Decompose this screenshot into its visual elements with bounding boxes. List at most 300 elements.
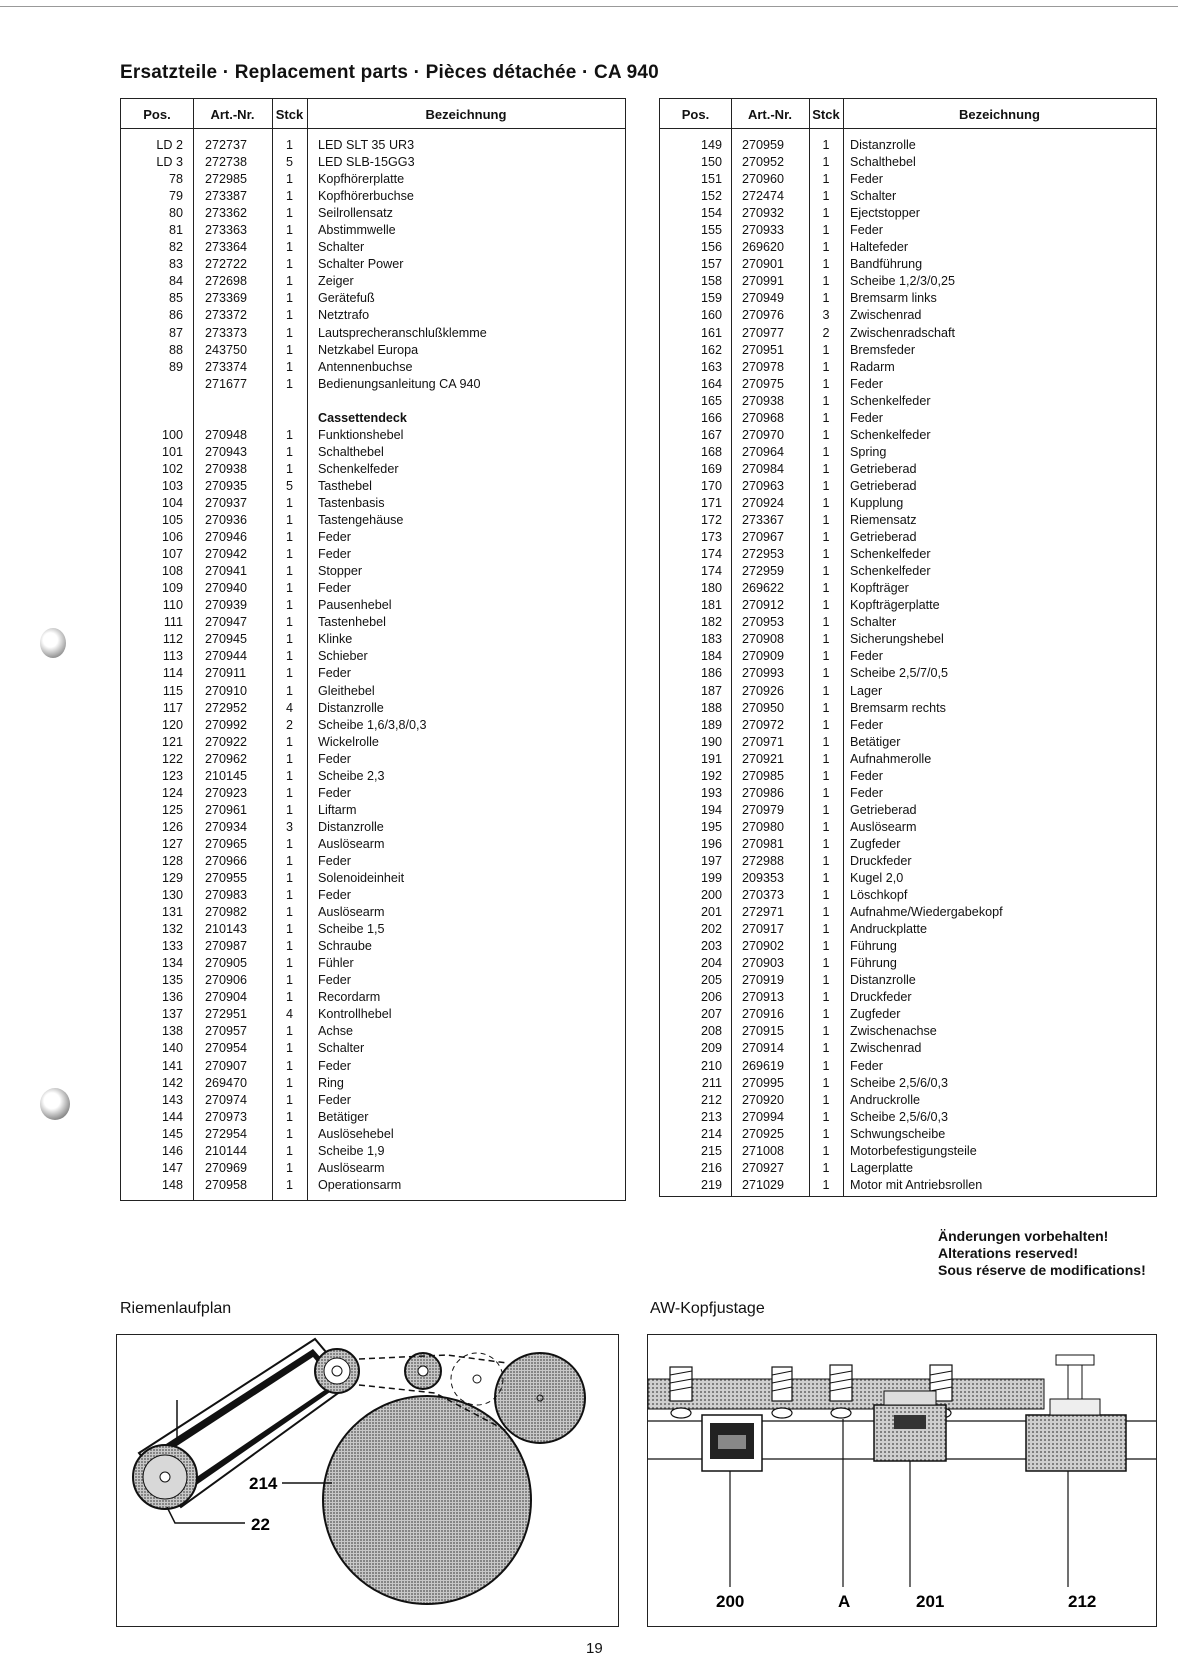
- cell-bez: Feder: [850, 172, 883, 187]
- cell-bez: Druckfeder: [850, 853, 912, 868]
- belt-figure-caption: Riemenlaufplan: [120, 1300, 232, 1317]
- cell-stk: 1: [822, 410, 830, 425]
- cell-stk: 1: [285, 632, 293, 647]
- cell-bez: Feder: [850, 649, 883, 664]
- cell-pos: 120: [161, 717, 183, 732]
- head-adjust-drawing: [648, 1335, 1156, 1626]
- table-row: [660, 461, 1156, 478]
- cell-art: 272474: [742, 189, 785, 204]
- cell-stk: 1: [822, 172, 830, 187]
- cell-art: 270939: [205, 598, 248, 613]
- cell-art: 270923: [205, 785, 248, 800]
- table-row: [121, 1040, 625, 1057]
- cell-art: 270972: [742, 717, 785, 732]
- cell-bez: Zeiger: [318, 274, 354, 289]
- cell-bez: Wickelrolle: [318, 734, 379, 749]
- cell-art: 273367: [742, 513, 785, 528]
- cell-art: 270936: [205, 513, 248, 528]
- head-figure-caption: AW-Kopfjustage: [650, 1300, 765, 1317]
- cell-art: 270994: [742, 1109, 785, 1124]
- cell-bez: Schenkelfeder: [318, 461, 399, 476]
- table-row: [121, 972, 625, 989]
- table-row: [660, 1143, 1156, 1160]
- cell-pos: 126: [161, 819, 183, 834]
- cell-bez: Führung: [850, 956, 897, 971]
- table-row: [121, 1092, 625, 1109]
- cell-stk: 1: [285, 291, 293, 306]
- cell-bez: Scheibe 1,2/3/0,25: [850, 274, 956, 289]
- cell-bez: Betätiger: [318, 1109, 369, 1124]
- cell-pos: 132: [161, 922, 183, 937]
- table-row: [121, 154, 625, 171]
- cell-stk: 1: [822, 342, 830, 357]
- table-row: [660, 938, 1156, 955]
- cell-art: 270980: [742, 819, 785, 834]
- cell-pos: 81: [168, 223, 183, 238]
- col-stk: Stck: [275, 107, 304, 122]
- cell-art: 270967: [742, 530, 785, 545]
- cell-pos: 113: [162, 649, 183, 664]
- table-row: [121, 529, 625, 546]
- parts-table-left: [120, 98, 626, 1201]
- table-row: [121, 478, 625, 495]
- cell-pos: 80: [168, 206, 183, 221]
- cell-art: 210143: [205, 922, 248, 937]
- cell-art: 270944: [205, 649, 248, 664]
- cell-stk: 1: [822, 547, 830, 562]
- table-row: [660, 870, 1156, 887]
- cell-art: 273373: [205, 325, 248, 340]
- cell-stk: 1: [285, 1126, 293, 1141]
- cell-bez: Kopfhörerplatte: [318, 172, 405, 187]
- table-row: [660, 1109, 1156, 1126]
- cell-stk: 1: [285, 1092, 293, 1107]
- page-number: 19: [586, 1640, 603, 1657]
- table-row: [660, 342, 1156, 359]
- table-row: [121, 1126, 625, 1143]
- table-row: [660, 444, 1156, 461]
- cell-pos: 133: [161, 939, 183, 954]
- cell-pos: 151: [700, 172, 722, 187]
- cell-bez: Motorbefestigungsteile: [850, 1143, 977, 1158]
- cell-pos: 191: [700, 751, 722, 766]
- cell-stk: 1: [822, 871, 830, 886]
- cell-art: 272951: [205, 1007, 248, 1022]
- cell-art: 270938: [205, 461, 248, 476]
- cell-bez: Feder: [318, 1092, 351, 1107]
- cell-bez: Distanzrolle: [318, 700, 384, 715]
- cell-stk: 1: [822, 274, 830, 289]
- table-row: [121, 648, 625, 665]
- table-row: [121, 683, 625, 700]
- cell-pos: 101: [161, 444, 183, 459]
- table-row: [660, 256, 1156, 273]
- cell-bez: Schenkelfeder: [850, 393, 931, 408]
- cell-pos: 86: [168, 308, 183, 323]
- cell-bez: Lagerplatte: [850, 1160, 914, 1175]
- notice-line: Änderungen vorbehalten!: [938, 1228, 1109, 1244]
- table-row: [121, 256, 625, 273]
- cell-bez: Tastengehäuse: [318, 513, 404, 528]
- cell-stk: 1: [822, 581, 830, 596]
- cell-bez: Getrieberad: [850, 802, 917, 817]
- cell-stk: 1: [822, 359, 830, 374]
- cell-art: 272953: [742, 547, 785, 562]
- col-pos: Pos.: [143, 107, 171, 122]
- table-row: [660, 478, 1156, 495]
- cell-art: 270950: [742, 700, 785, 715]
- cell-pos: 172: [700, 513, 722, 528]
- cell-bez: Löschkopf: [850, 888, 908, 903]
- table-row: [660, 290, 1156, 307]
- cell-bez: Auslösehebel: [318, 1126, 394, 1141]
- cell-stk: 1: [822, 802, 830, 817]
- page-title: Ersatzteile · Replacement parts · Pièces détachée · CA 940: [120, 62, 659, 83]
- cell-stk: 1: [285, 768, 293, 783]
- cell-bez: Gleithebel: [318, 683, 375, 698]
- table-row: [121, 734, 625, 751]
- cell-bez: Auslösearm: [318, 836, 385, 851]
- cell-stk: 1: [822, 1007, 830, 1022]
- cell-pos: 171: [700, 495, 722, 510]
- table-row: [121, 717, 625, 734]
- table-row: [660, 1006, 1156, 1023]
- table-row: [121, 1006, 625, 1023]
- cell-stk: 1: [285, 666, 293, 681]
- cell-pos: 145: [161, 1126, 183, 1141]
- table-row: [121, 1109, 625, 1126]
- cell-bez: Netzkabel Europa: [318, 342, 419, 357]
- cell-pos: 83: [168, 257, 183, 272]
- cell-pos: 196: [700, 836, 722, 851]
- cell-stk: 1: [822, 530, 830, 545]
- table-row: [660, 904, 1156, 921]
- table-row: [121, 836, 625, 853]
- cell-stk: 1: [285, 905, 293, 920]
- cell-art: 270991: [742, 274, 785, 289]
- cell-pos: 189: [700, 717, 722, 732]
- cell-pos: LD 3: [156, 155, 183, 170]
- cell-art: 270953: [742, 615, 785, 630]
- cell-stk: 1: [822, 1160, 830, 1175]
- cell-stk: 1: [822, 922, 830, 937]
- cell-bez: Feder: [318, 666, 351, 681]
- cell-art: 270995: [742, 1075, 785, 1090]
- cell-art: 270906: [205, 973, 248, 988]
- cell-art: 270914: [742, 1041, 785, 1056]
- cell-stk: 1: [822, 1075, 830, 1090]
- cell-stk: 1: [285, 206, 293, 221]
- cell-bez: Bedienungsanleitung CA 940: [318, 376, 481, 391]
- cell-art: 270982: [205, 905, 248, 920]
- col-stk: Stck: [812, 107, 840, 122]
- cell-art: 270963: [742, 478, 785, 493]
- cell-bez: Antennenbuchse: [318, 359, 413, 374]
- cell-stk: 1: [285, 836, 293, 851]
- cell-bez: Schraube: [318, 939, 372, 954]
- cell-bez: Schalter: [850, 189, 897, 204]
- table-row: [121, 989, 625, 1006]
- cell-stk: 1: [285, 240, 293, 255]
- cell-art: 270926: [742, 683, 785, 698]
- cell-bez: Feder: [850, 376, 883, 391]
- cell-bez: Kontrollhebel: [318, 1007, 392, 1022]
- table-row: [660, 802, 1156, 819]
- cell-stk: 1: [285, 376, 293, 391]
- cell-art: 273374: [205, 359, 248, 374]
- cell-art: 270916: [742, 1007, 785, 1022]
- table-row: [660, 205, 1156, 222]
- cell-art: 270955: [205, 871, 248, 886]
- cell-pos: 219: [700, 1177, 722, 1192]
- cell-pos: 105: [161, 513, 183, 528]
- cell-bez: Kupplung: [850, 495, 904, 510]
- top-rule: [0, 6, 1178, 7]
- cell-pos: 134: [161, 956, 183, 971]
- table-row: [660, 717, 1156, 734]
- cell-pos: 123: [161, 768, 183, 783]
- table-row: [121, 546, 625, 563]
- cell-bez: Getrieberad: [850, 478, 917, 493]
- cell-pos: 114: [162, 666, 183, 681]
- cell-stk: 1: [285, 871, 293, 886]
- head-adjust-diagram: [647, 1334, 1157, 1627]
- cell-pos: 150: [700, 155, 722, 170]
- cell-pos: 208: [700, 1024, 722, 1039]
- cell-art: 270373: [742, 888, 785, 903]
- table-row: [121, 444, 625, 461]
- table-row: [660, 955, 1156, 972]
- cell-pos: 164: [700, 376, 722, 391]
- cell-pos: 108: [161, 564, 183, 579]
- cell-pos: 193: [700, 785, 722, 800]
- table-row: [660, 819, 1156, 836]
- cell-bez: Abstimmwelle: [318, 223, 396, 238]
- cell-art: 273364: [205, 240, 248, 255]
- cell-pos: 111: [163, 615, 183, 630]
- cell-art: 270961: [205, 802, 248, 817]
- cell-art: 270908: [742, 632, 785, 647]
- cell-stk: 1: [822, 461, 830, 476]
- cell-art: 270975: [742, 376, 785, 391]
- table-row: [121, 239, 625, 256]
- cell-pos: 214: [700, 1126, 722, 1141]
- cell-pos: 187: [700, 683, 722, 698]
- cell-bez: LED SLB-15GG3: [318, 155, 415, 170]
- cell-art: 270951: [742, 342, 785, 357]
- cell-art: 270960: [742, 172, 785, 187]
- punch-hole-mark: [40, 628, 66, 658]
- table-row: [121, 785, 625, 802]
- cell-stk: 5: [285, 155, 293, 170]
- cell-pos: 137: [161, 1007, 183, 1022]
- cell-stk: 1: [285, 530, 293, 545]
- belt-diagram-drawing: [117, 1335, 618, 1626]
- cell-stk: 1: [285, 802, 293, 817]
- cell-art: 270976: [742, 308, 785, 323]
- cell-bez: Betätiger: [850, 734, 901, 749]
- table-row: [121, 700, 625, 717]
- cell-pos: 115: [162, 683, 183, 698]
- table-row: [660, 307, 1156, 324]
- table-row: [121, 563, 625, 580]
- cell-bez: Feder: [850, 717, 883, 732]
- cell-art: 243750: [205, 342, 248, 357]
- cell-bez: Feder: [850, 785, 883, 800]
- callout-214: 214: [249, 1474, 278, 1493]
- cell-pos: 88: [168, 342, 183, 357]
- cell-art: 270942: [205, 547, 248, 562]
- cell-art: 270964: [742, 444, 785, 459]
- cell-pos: 127: [161, 836, 183, 851]
- cell-art: 270948: [205, 427, 248, 442]
- cell-bez: Fühler: [318, 956, 354, 971]
- table-row: [121, 342, 625, 359]
- cell-pos: 186: [700, 666, 722, 681]
- cell-stk: 1: [285, 257, 293, 272]
- cell-stk: 1: [285, 223, 293, 238]
- cell-bez: Distanzrolle: [850, 138, 916, 152]
- cell-bez: Klinke: [318, 632, 353, 647]
- table-row: [121, 819, 625, 836]
- cell-art: 270973: [205, 1109, 248, 1124]
- cell-pos: 107: [161, 547, 183, 562]
- cell-stk: 1: [822, 973, 830, 988]
- cell-bez: Kopfhörerbuchse: [318, 189, 414, 204]
- table-row: [660, 785, 1156, 802]
- cell-stk: 1: [285, 138, 293, 152]
- table-row: [660, 597, 1156, 614]
- table-row: [121, 1058, 625, 1075]
- cell-art: 270937: [205, 495, 248, 510]
- cell-pos: 215: [700, 1143, 722, 1158]
- cell-bez: Schalter Power: [318, 257, 404, 272]
- cell-art: 270912: [742, 598, 785, 613]
- cell-bez: Zugfeder: [850, 836, 901, 851]
- cell-stk: 1: [822, 564, 830, 579]
- cell-pos: 174: [700, 564, 722, 579]
- cell-stk: 1: [822, 683, 830, 698]
- cell-pos: 216: [700, 1160, 722, 1175]
- cell-art: 270940: [205, 581, 248, 596]
- cell-pos: 180: [700, 581, 722, 596]
- cell-bez: Aufnahmerolle: [850, 751, 932, 766]
- cell-art: 270913: [742, 990, 785, 1005]
- table-row: [660, 887, 1156, 904]
- cell-stk: 1: [285, 1075, 293, 1090]
- table-row: [121, 273, 625, 290]
- cell-bez: Feder: [850, 768, 883, 783]
- cell-bez: Lager: [850, 683, 883, 698]
- cell-stk: 1: [285, 189, 293, 204]
- table-row: [660, 580, 1156, 597]
- table-header: [121, 99, 625, 129]
- cell-bez: Kugel 2,0: [850, 871, 904, 886]
- cell-bez: Tastenbasis: [318, 495, 385, 510]
- cell-stk: 1: [285, 785, 293, 800]
- cell-art: 269620: [742, 240, 785, 255]
- table-row: [121, 1177, 625, 1194]
- cell-pos: 167: [700, 427, 722, 442]
- cell-pos: 181: [700, 598, 722, 613]
- cell-stk: 1: [285, 172, 293, 187]
- cell-pos: 197: [700, 853, 722, 868]
- table-row: [660, 683, 1156, 700]
- cell-art: 270920: [742, 1092, 785, 1107]
- cell-pos: 190: [700, 734, 722, 749]
- cell-art: 270946: [205, 530, 248, 545]
- cell-pos: 136: [161, 990, 183, 1005]
- cell-pos: 155: [700, 223, 722, 238]
- cell-art: 270947: [205, 615, 248, 630]
- cell-stk: 1: [822, 990, 830, 1005]
- table-row: [121, 512, 625, 529]
- cell-bez: Scheibe 2,5/6/0,3: [850, 1075, 949, 1090]
- cell-stk: 5: [285, 478, 293, 493]
- cell-stk: 1: [822, 853, 830, 868]
- cell-art: 271029: [742, 1177, 785, 1192]
- cell-pos: 157: [700, 257, 722, 272]
- cell-bez: Feder: [318, 581, 351, 596]
- table-row: [660, 614, 1156, 631]
- cell-bez: Schalter: [318, 1041, 365, 1056]
- table-row: [660, 648, 1156, 665]
- cell-stk: 1: [822, 1177, 830, 1192]
- cell-art: 272737: [205, 138, 248, 152]
- cell-bez: Bremsarm rechts: [850, 700, 946, 715]
- cell-pos: 140: [161, 1041, 183, 1056]
- table-row: [121, 768, 625, 785]
- cell-stk: 1: [285, 1058, 293, 1073]
- cell-stk: 1: [822, 888, 830, 903]
- cell-art: 270962: [205, 751, 248, 766]
- table-row: [121, 495, 625, 512]
- cell-bez: Schenkelfeder: [850, 547, 931, 562]
- cell-art: 272988: [742, 853, 785, 868]
- table-row: [660, 972, 1156, 989]
- cell-pos: 89: [168, 359, 183, 374]
- alterations-notice: [938, 1228, 1146, 1279]
- cell-pos: 117: [162, 700, 183, 715]
- cell-art: 270941: [205, 564, 248, 579]
- cell-pos: 207: [700, 1007, 722, 1022]
- cell-stk: 1: [285, 956, 293, 971]
- cell-stk: 1: [285, 495, 293, 510]
- cell-pos: 87: [168, 325, 183, 340]
- cell-stk: 1: [822, 649, 830, 664]
- cell-stk: 1: [822, 206, 830, 221]
- table-row: [660, 665, 1156, 682]
- table-row: [121, 171, 625, 188]
- cell-pos: 79: [168, 189, 183, 204]
- cell-art: 270919: [742, 973, 785, 988]
- cell-stk: 1: [285, 1024, 293, 1039]
- table-row: [660, 154, 1156, 171]
- cell-stk: 1: [822, 751, 830, 766]
- cell-pos: 131: [161, 905, 183, 920]
- cell-stk: 1: [822, 700, 830, 715]
- cell-art: 273369: [205, 291, 248, 306]
- table-row: [121, 427, 625, 444]
- cell-stk: 1: [822, 376, 830, 391]
- cell-stk: 1: [822, 734, 830, 749]
- table-row: [660, 325, 1156, 342]
- cell-bez: Führung: [850, 939, 897, 954]
- table-row: [121, 751, 625, 768]
- cell-pos: 202: [700, 922, 722, 937]
- cell-bez: Stopper: [318, 564, 363, 579]
- cell-art: 272698: [205, 274, 248, 289]
